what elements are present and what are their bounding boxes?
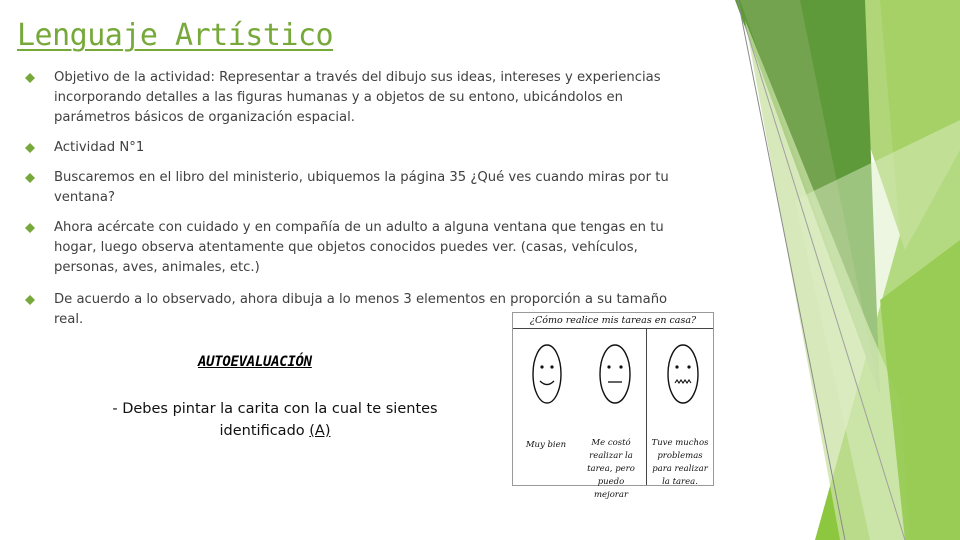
bullet-item [24,168,694,208]
autoevaluacion-instruction [80,398,470,442]
bullet-list [24,68,694,330]
diamond-bullet-icon [25,73,35,83]
worried-face-icon[interactable] [665,341,701,407]
diamond-bullet-icon [25,295,35,305]
bullet-text: Ahora acércate con cuidado y en compañía de un adulto a alguna ventana que tengas en tu hogar, luego observa atentamente que objetos conocidos puedes ver. (casas, vehículos, personas, aves, animales, etc.) [54,220,664,275]
bullet-item [24,138,694,158]
diamond-bullet-icon [25,143,35,153]
autoevaluacion-text: - Debes pintar la carita con la cual te sientes identificado [112,401,438,439]
card-divider [513,328,713,329]
happy-face-icon[interactable] [530,341,564,407]
face-caption: Me costó realizar la tarea, pero puedo mejorar [587,438,635,500]
bullet-item [24,218,694,278]
bullet-text: Objetivo de la actividad: Representar a través del dibujo sus ideas, intereses y experiencias incorporando detalles a las figuras humanas y a objetos de su entono, ubicándolos en parámetros básicos de organización espacial. [54,70,661,125]
face-caption: Tuve muchos problemas para realizar la tarea. [651,438,709,487]
bullet-text: Buscaremos en el libro del ministerio, ubiquemos la página 35 ¿Qué ves cuando miras por tu ventana? [54,170,669,205]
self-assessment-card [512,312,714,500]
card-title: ¿Cómo realice mis tareas en casa? [529,315,697,326]
bullet-text: De acuerdo a lo observado, ahora dibuja a lo menos 3 elementos en proporción a su tamaño real. [54,292,668,327]
bullet-text: Actividad N°1 [54,140,145,155]
diamond-bullet-icon [25,173,35,183]
face-caption: Muy bien [525,440,567,450]
autoevaluacion-marker: (A) [309,423,331,439]
bullet-item [24,68,694,128]
slide-title: Lenguaje Artístico [17,18,334,53]
neutral-face-icon[interactable] [597,341,633,407]
autoevaluacion-heading: AUTOEVALUACIÓN [198,354,312,370]
diamond-bullet-icon [25,223,35,233]
